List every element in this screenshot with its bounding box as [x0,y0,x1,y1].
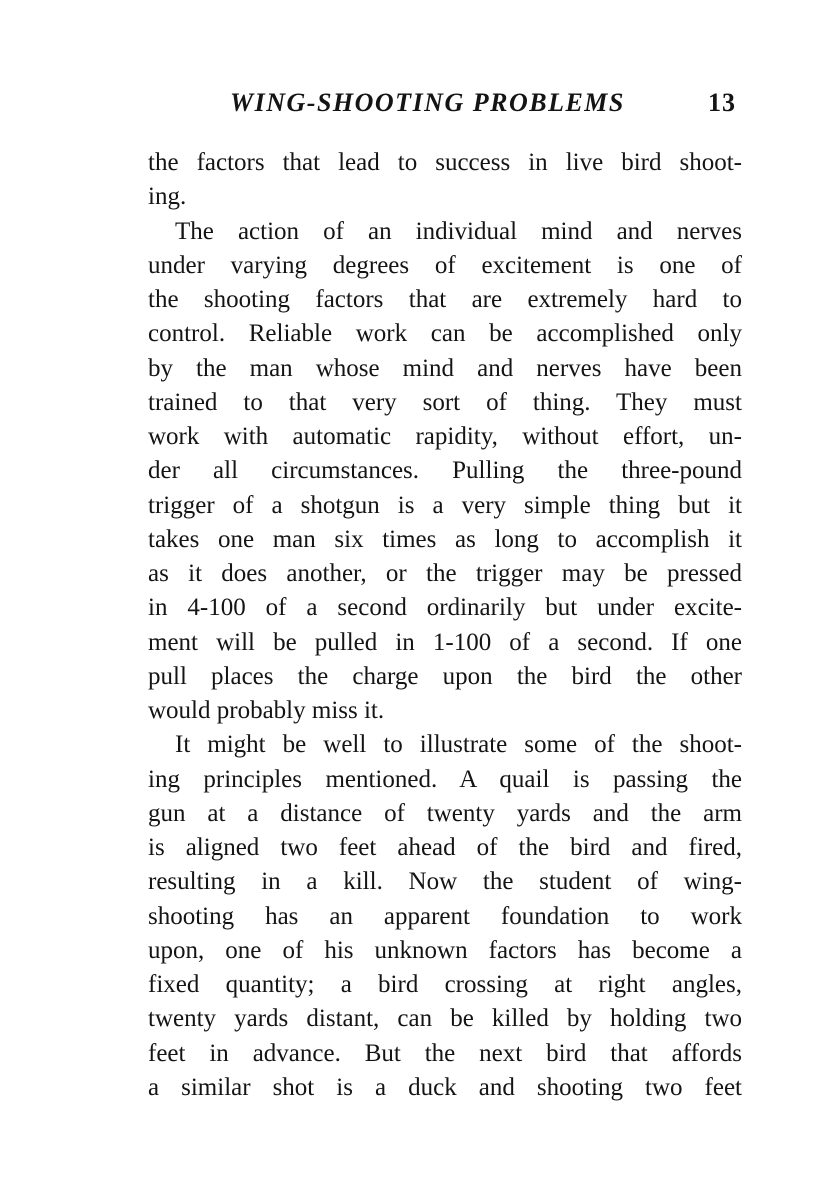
text-line: ing principles mentioned. A quail is passing the [148,765,742,793]
text-line: work with automatic rapidity, without effort, un- [148,423,742,450]
text-line: as it does another, or the trigger may be pressed [148,560,742,587]
text-line: The action of an individual mind and nerves [175,217,742,245]
text-line: would probably miss it. [148,697,385,724]
body-text [148,146,742,1105]
text-line: feet in advance. But the next bird that affords [148,1039,742,1067]
text-line: the shooting factors that are extremely hard to [148,286,742,313]
text-line: It might be well to illustrate some of the shoot- [175,731,742,759]
text-line: in 4-100 of a second ordinarily but under excite- [148,594,742,622]
text-line: the factors that lead to success in live bird shoot- [148,149,742,176]
text-line: by the man whose mind and nerves have been [148,354,742,382]
text-line: pull places the charge upon the bird the other [148,662,742,690]
text-line: twenty yards distant, can be killed by holding two [148,1005,742,1033]
text-line: fixed quantity; a bird crossing at right angles, [148,971,742,998]
text-line: shooting has an apparent foundation to work [148,902,742,930]
text-line: der all circumstances. Pulling the three-pound [148,457,742,485]
running-title: WING-SHOOTING PROBLEMS [230,88,625,117]
text-line: under varying degrees of excitement is one of [148,251,742,279]
text-line: upon, one of his unknown factors has become a [148,936,742,964]
text-line: ing. [148,183,187,211]
text-line: ment will be pulled in 1-100 of a second. If one [148,628,742,656]
text-line: resulting in a kill. Now the student of wing- [148,868,742,896]
text-line: trigger of a shotgun is a very simple thing but it [148,491,742,519]
running-head [148,88,742,128]
text-line: trained to that very sort of thing. They must [148,388,742,416]
text-line: a similar shot is a duck and shooting two feet [148,1073,742,1101]
text-line: takes one man six times as long to accomplish it [148,525,742,553]
page-number: 13 [708,88,736,117]
text-line: control. Reliable work can be accomplished only [148,320,742,348]
text-line: gun at a distance of twenty yards and the arm [148,799,742,827]
text-line: is aligned two feet ahead of the bird and fired, [148,834,742,861]
